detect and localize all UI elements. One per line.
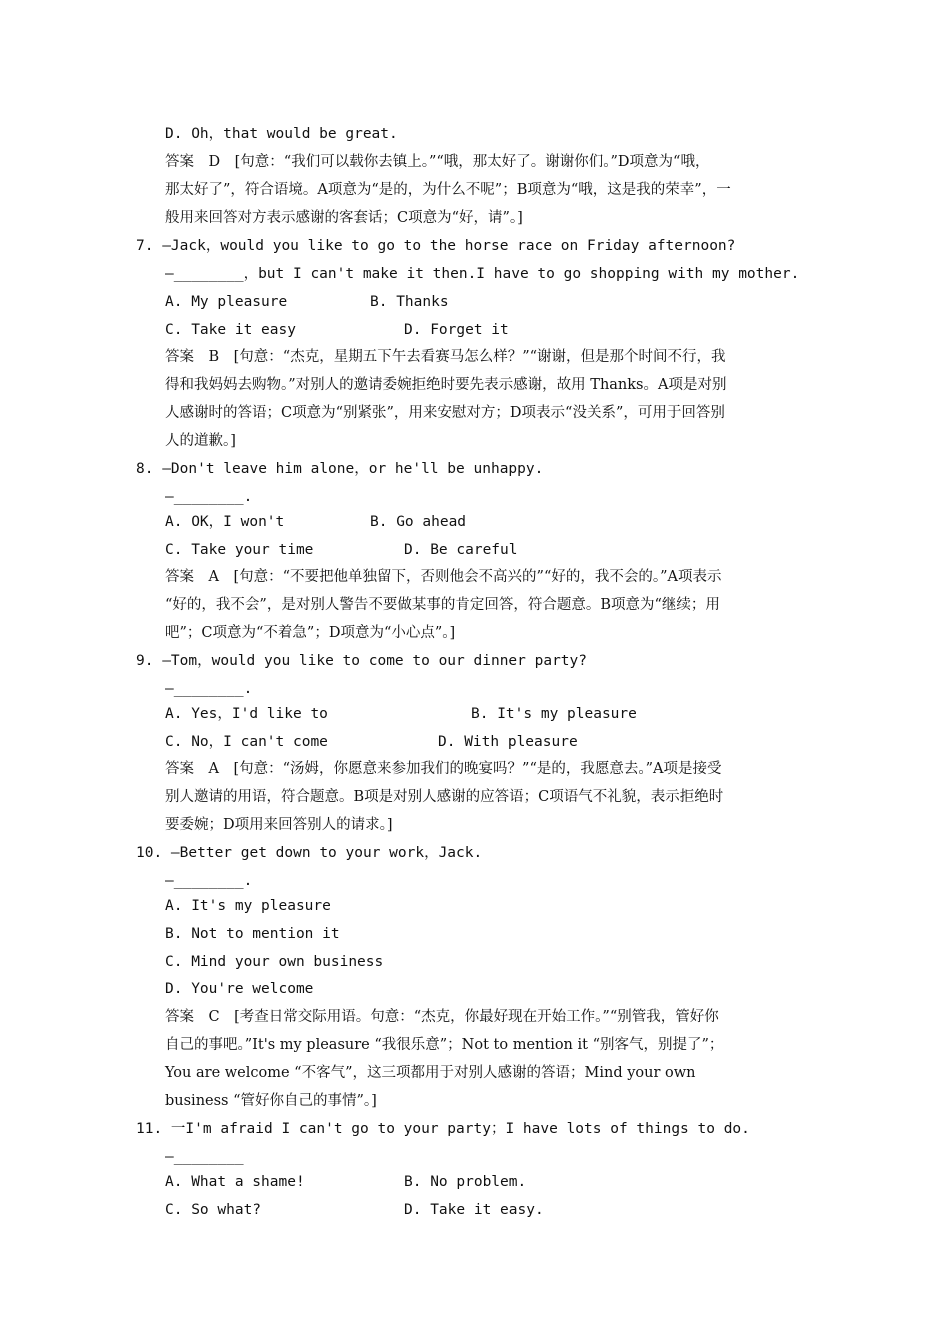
q7-option-b: B. Thanks: [370, 294, 449, 310]
q8-option-d: D. Be careful: [404, 542, 518, 558]
q11-option-a: A. What a shame!: [165, 1174, 305, 1190]
q6-answer-line-1: 答案 D [句意：“我们可以载你去镇上。”“哦，那太好了。谢谢你们。”D项意为“哦，: [165, 154, 710, 170]
q9-stem: 9. —Tom，would you like to come to our dinner party?: [136, 653, 587, 669]
q11-reply: —________: [165, 1149, 244, 1165]
q11-stem: 11. 一I'm afraid I can't go to your party；I have lots of things to do.: [136, 1121, 750, 1137]
q10-option-b: B. Not to mention it: [165, 926, 340, 942]
q9-answer-line-2: 别人邀请的用语，符合题意。B项是对别人感谢的应答语；C项语气不礼貌，表示拒绝时: [165, 789, 724, 805]
q10-answer-line-2: 自己的事吧。”It's my pleasure “我很乐意”；Not to mention it “别客气，别提了”；: [165, 1037, 724, 1053]
q10-answer-line-3: You are welcome “不客气”，这三项都用于对别人感谢的答语；Mind your own: [165, 1065, 696, 1081]
q8-option-b: B. Go ahead: [370, 514, 467, 530]
q6-answer-line-3: 般用来回答对方表示感谢的客套话；C项意为“好，请”。]: [165, 210, 523, 226]
q11-option-b: B. No problem.: [404, 1174, 527, 1190]
q8-answer-line-1: 答案 A [句意：“不要把他单独留下，否则他会不高兴的”“好的，我不会的。”A项表示: [165, 569, 722, 585]
q8-option-c: C. Take your time: [165, 542, 314, 558]
q10-answer-line-4: business “管好你自己的事情”。]: [165, 1093, 377, 1109]
q7-answer-line-4: 人的道歉。]: [165, 433, 236, 449]
q9-answer-line-1: 答案 A [句意：“汤姆，你愿意来参加我们的晚宴吗？”“是的，我愿意去。”A项是接受: [165, 761, 722, 777]
q9-option-d: D. With pleasure: [438, 734, 578, 750]
q10-reply: —________.: [165, 873, 253, 889]
q8-stem: 8. —Don't leave him alone，or he'll be unhappy.: [136, 461, 544, 477]
q8-answer-line-3: 吧”；C项意为“不着急”；D项意为“小心点”。]: [165, 625, 456, 641]
q7-option-d: D. Forget it: [404, 322, 509, 338]
q7-reply: —________，but I can't make it then.I have to go shopping with my mother.: [165, 266, 800, 282]
q9-option-c: C. No，I can't come: [165, 734, 328, 750]
q10-option-d: D. You're welcome: [165, 981, 314, 997]
q9-reply: —________.: [165, 681, 253, 697]
q8-option-a: A. OK，I won't: [165, 514, 285, 530]
q7-option-a: A. My pleasure: [165, 294, 288, 310]
q7-answer-line-1: 答案 B [句意：“杰克，星期五下午去看赛马怎么样？”“谢谢，但是那个时间不行，我: [165, 349, 726, 365]
q7-option-c: C. Take it easy: [165, 322, 296, 338]
q6-option-d: D. Oh，that would be great.: [165, 126, 398, 142]
q11-option-d: D. Take it easy.: [404, 1202, 544, 1218]
q10-stem: 10. —Better get down to your work，Jack.: [136, 845, 483, 861]
q6-answer-line-2: 那太好了”，符合语境。A项意为“是的，为什么不呢”；B项意为“哦，这是我的荣幸”，一: [165, 182, 731, 198]
q9-answer-line-3: 要委婉；D项用来回答别人的请求。]: [165, 817, 393, 833]
q10-option-a: A. It's my pleasure: [165, 898, 331, 914]
q9-option-a: A. Yes，I'd like to: [165, 706, 328, 722]
q8-answer-line-2: “好的，我不会”，是对别人警告不要做某事的肯定回答，符合题意。B项意为“继续；用: [165, 597, 720, 613]
q7-answer-line-3: 人感谢时的答语；C项意为“别紧张”，用来安慰对方；D项表示“没关系”，可用于回答别: [165, 405, 725, 421]
q7-answer-line-2: 得和我妈妈去购物。”对别人的邀请委婉拒绝时要先表示感谢，故用 Thanks。A项是对别: [165, 377, 727, 393]
q7-stem: 7. —Jack，would you like to go to the horse race on Friday afternoon?: [136, 238, 736, 254]
q11-option-c: C. So what?: [165, 1202, 262, 1218]
q8-reply: —________.: [165, 489, 253, 505]
q9-option-b: B. It's my pleasure: [471, 706, 637, 722]
q10-answer-line-1: 答案 C [考查日常交际用语。句意：“杰克，你最好现在开始工作。”“别管我，管好你: [165, 1009, 719, 1025]
q10-option-c: C. Mind your own business: [165, 954, 384, 970]
